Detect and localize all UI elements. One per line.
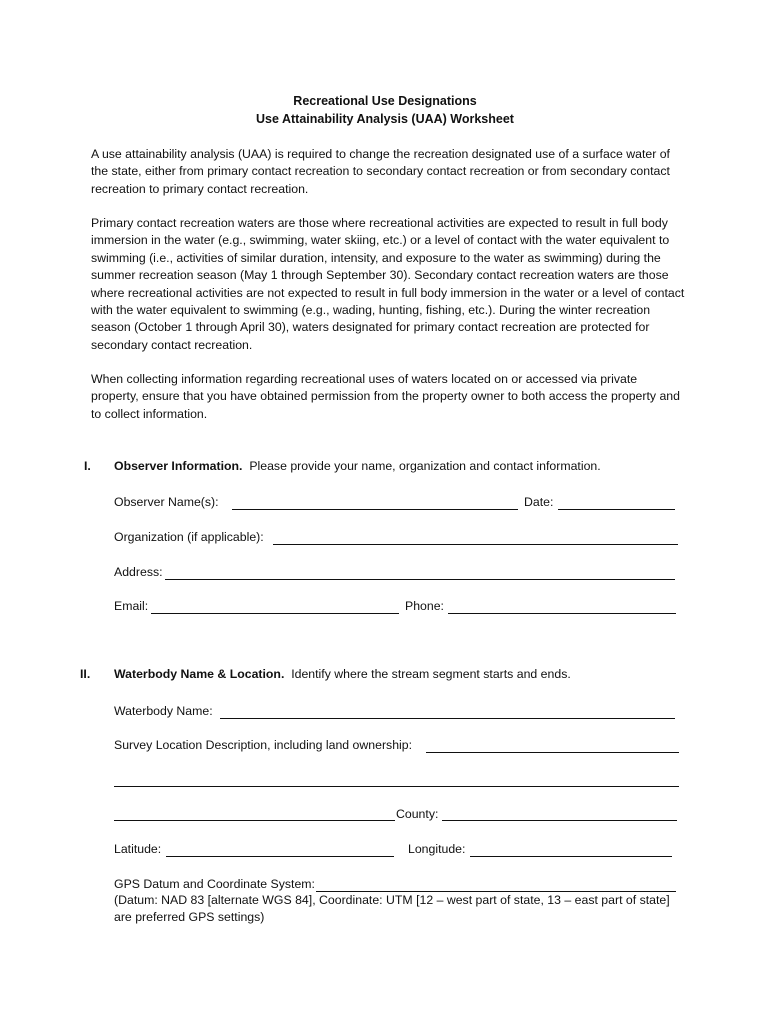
address-label: Address: bbox=[114, 565, 163, 579]
survey-location-field-line-3[interactable] bbox=[114, 806, 395, 821]
longitude-field[interactable] bbox=[470, 842, 672, 857]
email-label: Email: bbox=[114, 599, 149, 613]
latitude-label: Latitude: bbox=[114, 842, 162, 856]
observer-name-field[interactable] bbox=[232, 495, 518, 510]
section-1-instruction: Please provide your name, organization and contact information. bbox=[249, 459, 601, 473]
section-1-heading bbox=[114, 459, 601, 473]
gps-datum-field[interactable] bbox=[316, 877, 676, 892]
organization-field[interactable] bbox=[273, 530, 678, 545]
longitude-label: Longitude: bbox=[408, 842, 466, 856]
gps-settings-note: (Datum: NAD 83 [alternate WGS 84], Coordinate: UTM [12 – west part of state, 13 – east part of state] are preferred GPS settings) bbox=[114, 893, 670, 925]
latitude-field[interactable] bbox=[166, 842, 394, 857]
observer-name-label: Observer Name(s): bbox=[114, 495, 219, 509]
date-label: Date: bbox=[524, 495, 554, 509]
phone-label: Phone: bbox=[405, 599, 444, 613]
date-field[interactable] bbox=[558, 495, 675, 510]
survey-location-field[interactable] bbox=[426, 738, 679, 753]
intro-paragraph: A use attainability analysis (UAA) is required to change the recreation designated use of a surface water of the state, either from primary contact recreation to secondary contact recreation or from secondary contact recreation to primary contact recreation. bbox=[91, 147, 670, 196]
county-field[interactable] bbox=[442, 806, 677, 821]
section-2-title: Waterbody Name & Location. bbox=[114, 667, 285, 681]
section-1-title: Observer Information. bbox=[114, 459, 243, 473]
section-2-number: II. bbox=[80, 667, 91, 681]
definitions-paragraph: Primary contact recreation waters are those where recreational activities are expected to result in full body immersion in the water (e.g., swimming, water skiing, etc.) or a level of contact with the water equivalent to swimming (i.e., activities of similar duration, intensity, and exposure to the water as swimming) during the summer recreation season (May 1 through September 30). Secondary contact recreation waters are those where recreational activities are not expected to result in full body immersion in the water or a level of contact with the water equivalent to swimming (e.g., wading, hunting, fishing, etc.). During the winter recreation season (October 1 through April 30), waters designated for primary contact recreation are protected for secondary contact recreation. bbox=[91, 216, 685, 352]
section-1-number: I. bbox=[84, 459, 91, 473]
email-field[interactable] bbox=[151, 599, 399, 614]
survey-location-label: Survey Location Description, including land ownership: bbox=[114, 738, 413, 752]
waterbody-name-field[interactable] bbox=[220, 704, 675, 719]
section-2-instruction: Identify where the stream segment starts and ends. bbox=[291, 667, 571, 681]
permission-paragraph: When collecting information regarding recreational uses of waters located on or accessed via private property, ensure that you have obtained permission from the property owner to both access the property and to collect information. bbox=[91, 372, 680, 421]
title-line-2: Use Attainability Analysis (UAA) Worksheet bbox=[256, 112, 514, 126]
address-field[interactable] bbox=[165, 565, 675, 580]
organization-label: Organization (if applicable): bbox=[114, 530, 264, 544]
title-line-1: Recreational Use Designations bbox=[293, 94, 477, 108]
waterbody-name-label: Waterbody Name: bbox=[114, 704, 213, 718]
gps-datum-label: GPS Datum and Coordinate System: bbox=[114, 877, 315, 891]
survey-location-field-line-2[interactable] bbox=[114, 772, 679, 787]
phone-field[interactable] bbox=[448, 599, 676, 614]
county-label: County: bbox=[396, 807, 439, 821]
section-2-heading bbox=[114, 667, 571, 681]
